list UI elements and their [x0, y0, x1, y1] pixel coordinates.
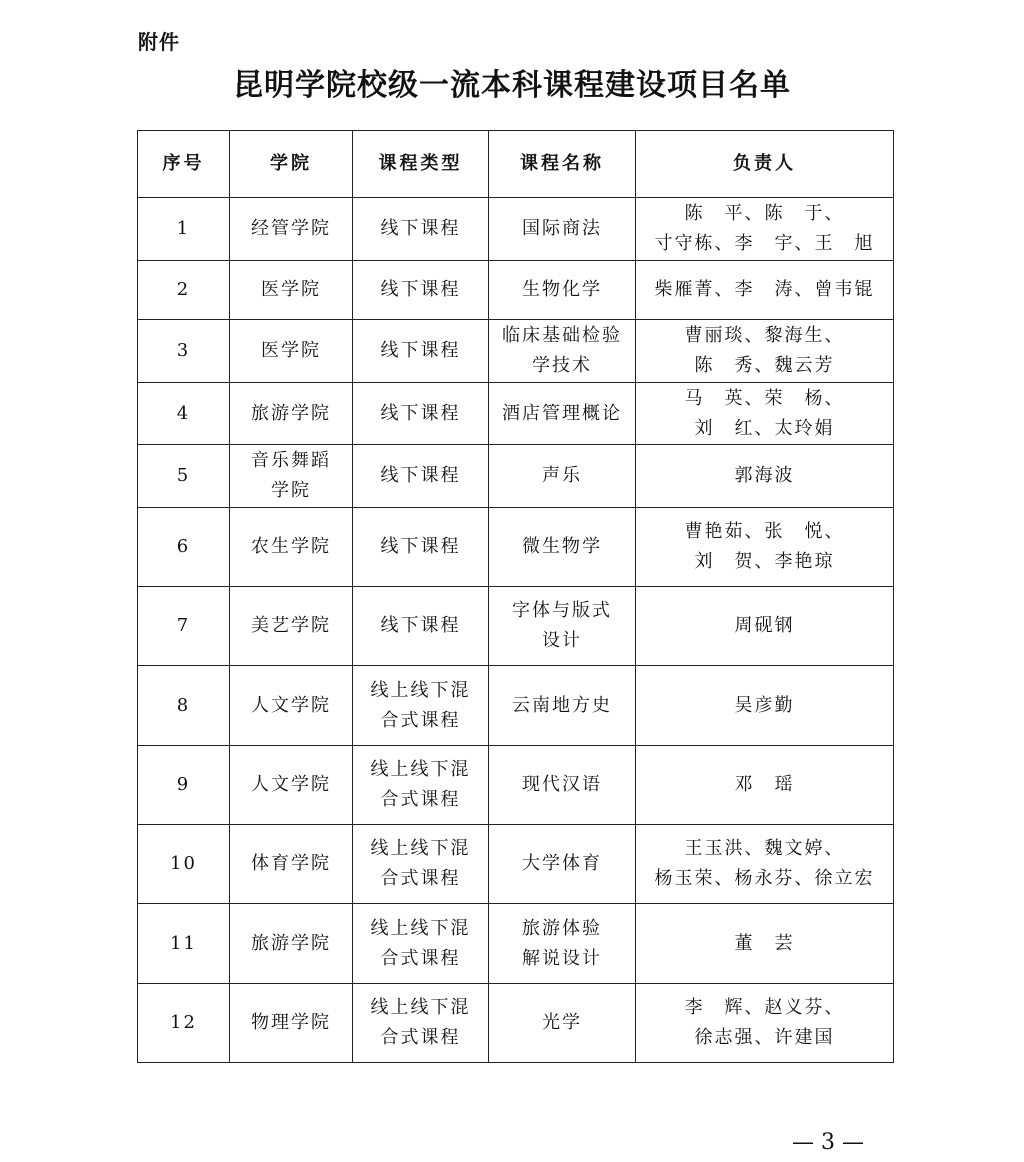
cell-course-type	[353, 904, 489, 984]
cell-course-name	[489, 383, 636, 445]
cell-course-name	[489, 508, 636, 587]
cell-course-name-line: 解说设计	[522, 947, 602, 969]
cell-leaders-line: 吴彦勤	[734, 694, 795, 716]
table-row	[138, 746, 894, 825]
cell-college	[230, 320, 353, 383]
cell-leaders-line: 马 英、荣 杨、	[684, 387, 845, 409]
header-course-type: 课程类型	[353, 131, 489, 198]
table-row	[138, 508, 894, 587]
table-row	[138, 198, 894, 261]
cell-no: 10	[138, 825, 230, 904]
cell-course-name-line: 光学	[542, 1012, 582, 1033]
cell-course-type-line: 合式课程	[380, 947, 461, 969]
cell-course-name-line: 临床基础检验	[502, 325, 622, 346]
cell-college-line: 医学院	[261, 279, 321, 300]
cell-course-name-line: 国际商法	[522, 218, 602, 239]
cell-college	[230, 508, 353, 587]
cell-course-type-line: 合式课程	[380, 789, 461, 810]
cell-leaders	[636, 383, 894, 445]
cell-course-name	[489, 587, 636, 666]
cell-no: 4	[138, 383, 230, 445]
header-college: 学院	[230, 131, 353, 198]
document-title: 昆明学院校级一流本科课程建设项目名单	[233, 68, 791, 103]
cell-no: 2	[138, 261, 230, 320]
table-row	[138, 320, 894, 383]
cell-course-name	[489, 984, 636, 1063]
cell-course-type-line: 线上线下混	[370, 838, 471, 859]
cell-leaders-line: 周砚钢	[734, 615, 795, 636]
cell-college	[230, 666, 353, 746]
attachment-label: 附件	[138, 30, 180, 54]
cell-course-type	[353, 445, 489, 508]
table-row	[138, 904, 894, 984]
cell-leaders-line: 董 芸	[734, 932, 795, 954]
cell-leaders-line: 刘 贺、李艳琼	[694, 551, 835, 572]
cell-course-type-line: 线下课程	[380, 536, 461, 557]
cell-no: 6	[138, 508, 230, 587]
cell-leaders-line: 郭海波	[734, 465, 795, 486]
cell-leaders	[636, 445, 894, 508]
cell-college	[230, 984, 353, 1063]
table-header-row	[138, 131, 894, 198]
cell-leaders	[636, 508, 894, 587]
cell-course-name	[489, 904, 636, 984]
cell-no: 12	[138, 984, 230, 1063]
course-list-table	[137, 130, 894, 1063]
cell-course-type-line: 线上线下混	[370, 679, 471, 701]
cell-course-type-line: 线下课程	[380, 340, 461, 361]
cell-course-name-line: 声乐	[542, 465, 582, 486]
cell-course-type-line: 线下课程	[380, 465, 461, 486]
cell-college-line: 人文学院	[251, 694, 331, 716]
cell-course-name	[489, 746, 636, 825]
cell-college-line: 美艺学院	[251, 615, 331, 636]
cell-college	[230, 445, 353, 508]
table-row	[138, 383, 894, 445]
cell-college	[230, 383, 353, 445]
cell-leaders	[636, 320, 894, 383]
cell-leaders-line: 寸守栋、李 宇、王 旭	[654, 233, 875, 254]
cell-leaders	[636, 261, 894, 320]
cell-course-name	[489, 825, 636, 904]
cell-no: 9	[138, 746, 230, 825]
cell-leaders-line: 徐志强、许建国	[694, 1027, 835, 1048]
cell-course-name-line: 大学体育	[522, 853, 602, 874]
cell-leaders	[636, 587, 894, 666]
cell-college-line: 学院	[271, 480, 311, 501]
table-body	[138, 198, 894, 1063]
cell-college-line: 人文学院	[251, 774, 331, 795]
cell-leaders	[636, 825, 894, 904]
cell-no: 7	[138, 587, 230, 666]
cell-course-type-line: 线下课程	[380, 279, 461, 300]
cell-course-type-line: 线上线下混	[370, 997, 471, 1018]
cell-course-type	[353, 746, 489, 825]
cell-college-line: 旅游学院	[251, 932, 331, 954]
cell-course-name	[489, 445, 636, 508]
cell-course-type-line: 合式课程	[380, 868, 461, 889]
cell-leaders-line: 陈 秀、魏云芳	[694, 355, 835, 376]
table-row	[138, 261, 894, 320]
cell-course-type-line: 线下课程	[380, 615, 461, 636]
cell-course-type	[353, 261, 489, 320]
cell-course-type-line: 合式课程	[380, 1027, 461, 1048]
cell-college-line: 音乐舞蹈	[251, 450, 331, 471]
cell-course-type	[353, 383, 489, 445]
cell-leaders-line: 李 辉、赵义芬、	[684, 997, 845, 1018]
cell-no: 11	[138, 904, 230, 984]
cell-college-line: 物理学院	[251, 1012, 331, 1033]
cell-leaders	[636, 198, 894, 261]
cell-college	[230, 587, 353, 666]
cell-course-name-line: 云南地方史	[512, 694, 612, 716]
cell-course-name-line: 字体与版式	[512, 600, 612, 621]
table-row	[138, 445, 894, 508]
cell-leaders-line: 杨玉荣、杨永芬、徐立宏	[654, 868, 875, 889]
cell-course-name-line: 酒店管理概论	[502, 402, 622, 424]
cell-course-type	[353, 587, 489, 666]
cell-leaders-line: 曹艳茹、张 悦、	[684, 521, 845, 542]
cell-course-name-line: 学技术	[532, 355, 592, 376]
cell-no: 3	[138, 320, 230, 383]
cell-course-type-line: 线下课程	[380, 402, 461, 424]
cell-no: 8	[138, 666, 230, 746]
cell-course-name	[489, 320, 636, 383]
cell-course-type	[353, 666, 489, 746]
cell-course-name-line: 设计	[542, 630, 582, 651]
cell-college	[230, 746, 353, 825]
cell-leaders	[636, 984, 894, 1063]
cell-no: 1	[138, 198, 230, 261]
cell-leaders-line: 王玉洪、魏文婷、	[684, 838, 845, 859]
cell-college	[230, 904, 353, 984]
cell-course-type	[353, 508, 489, 587]
cell-course-name-line: 生物化学	[522, 279, 602, 300]
cell-course-name	[489, 261, 636, 320]
cell-leaders	[636, 666, 894, 746]
page-number: — 3 —	[792, 1130, 864, 1155]
cell-leaders-line: 邓 瑶	[734, 774, 795, 795]
cell-course-name-line: 旅游体验	[522, 917, 602, 939]
cell-no: 5	[138, 445, 230, 508]
cell-leaders	[636, 746, 894, 825]
table-row	[138, 666, 894, 746]
cell-course-name-line: 现代汉语	[522, 774, 602, 795]
cell-course-name	[489, 198, 636, 261]
table-row	[138, 587, 894, 666]
table-row	[138, 825, 894, 904]
header-leaders: 负责人	[636, 131, 894, 198]
cell-college-line: 医学院	[261, 340, 321, 361]
cell-course-type-line: 线下课程	[380, 218, 461, 239]
cell-college	[230, 261, 353, 320]
cell-course-type-line: 合式课程	[380, 709, 461, 731]
cell-leaders-line: 陈 平、陈 于、	[684, 203, 845, 224]
cell-course-type	[353, 984, 489, 1063]
cell-leaders-line: 曹丽琰、黎海生、	[684, 325, 845, 346]
cell-course-type-line: 线上线下混	[370, 759, 471, 780]
cell-college	[230, 198, 353, 261]
cell-college-line: 旅游学院	[251, 402, 331, 424]
cell-course-type	[353, 320, 489, 383]
cell-course-type-line: 线上线下混	[370, 917, 471, 939]
cell-course-name	[489, 666, 636, 746]
cell-college-line: 经管学院	[251, 218, 331, 239]
cell-leaders-line: 刘 红、太玲娟	[694, 417, 835, 439]
cell-course-type	[353, 825, 489, 904]
cell-college	[230, 825, 353, 904]
cell-college-line: 体育学院	[251, 853, 331, 874]
header-course-name: 课程名称	[489, 131, 636, 198]
header-no: 序号	[138, 131, 230, 198]
cell-course-name-line: 微生物学	[522, 536, 602, 557]
table-row	[138, 984, 894, 1063]
cell-leaders	[636, 904, 894, 984]
cell-college-line: 农生学院	[251, 536, 331, 557]
cell-course-type	[353, 198, 489, 261]
cell-leaders-line: 柴雁菁、李 涛、曾韦锟	[654, 279, 875, 300]
